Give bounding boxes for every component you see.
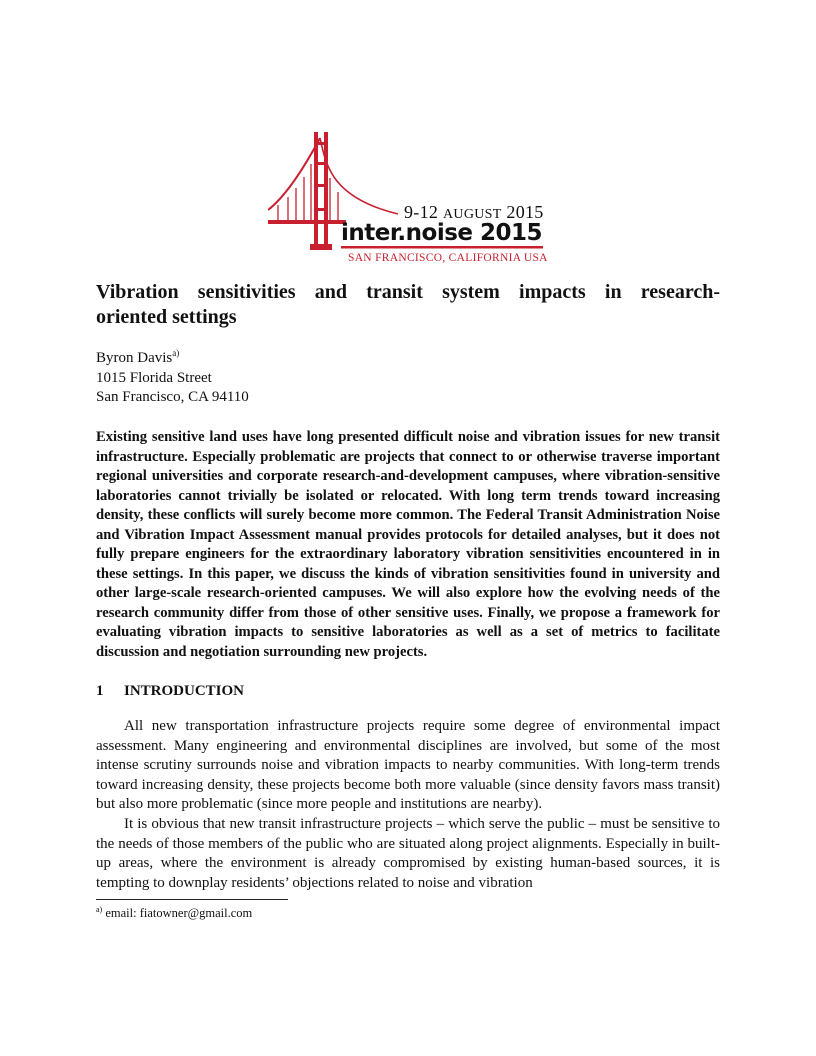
conference-date: 9-12 AUGUST 2015 — [404, 202, 544, 222]
footnote-rule — [96, 899, 288, 900]
section-number: 1 — [96, 683, 104, 699]
footnote-text: email: fiatowner@gmail.com — [102, 906, 253, 920]
paragraph: It is obvious that new transit infrastructure projects – which serve the public – must be sensitive to the needs of those members of the public who are situated along project alignments. Especially in built-up areas, where the environment is already compromised by existing human-based sources, it is tempting to downplay residents’ objections related to noise and vibration — [96, 815, 720, 891]
golden-gate-bridge-icon — [268, 128, 558, 268]
paper-title — [96, 280, 720, 330]
paper-title-line-1: Vibration sensitivities and transit system impacts in research- — [96, 281, 720, 303]
footnote — [96, 906, 252, 921]
author-footnote-mark: a) — [172, 348, 180, 358]
body-text — [96, 717, 720, 893]
paragraph: All new transportation infrastructure projects require some degree of environmental impact assessment. Many engineering and environmental disciplines are involved, but some of the most intense scrutiny surrounds noise and vibration impacts to nearby communities. With long-term trends toward increasing density, these projects become both more valuable (since density favors mass transit) but also more problematic (since more people and institutions are nearby). — [96, 718, 720, 813]
conference-location: SAN FRANCISCO, CALIFORNIA USA — [348, 252, 548, 264]
abstract: Existing sensitive land uses have long presented difficult noise and vibration issues for new transit infrastructure. Especially problematic are projects that connect to or otherwise traverse important regional universities and corporate research-and-development campuses, where vibration-sensitive laboratories cannot trivially be isolated or relocated. With long term trends toward increasing density, these conflicts will surely become more common. The Federal Transit Administration Noise and Vibration Impact Assessment manual provides protocols for detailed analyses, but it does not fully prepare engineers for the extraordinary laboratory vibration sensitivities encountered in in these settings. In this paper, we discuss the kinds of vibration sensitivities found in university and other large-scale research-oriented campuses. We will also explore how the evolving needs of the research community differ from those of other sensitive uses. Finally, we propose a framework for evaluating vibration impacts to sensitive laboratories as well as a set of metrics to facilitate discussion and negotiation surrounding new projects. — [96, 429, 720, 661]
section-title: INTRODUCTION — [124, 683, 245, 699]
section-heading — [96, 683, 244, 700]
author-address-line-1: 1015 Florida Street — [96, 369, 212, 386]
author-block — [96, 349, 249, 408]
conference-name: inter.noise 2015 — [341, 220, 543, 246]
conference-logo — [268, 128, 558, 268]
author-name: Byron Davis$^{a)}$ — [96, 348, 180, 366]
paper-title-line-2: oriented settings — [96, 306, 237, 328]
author-address-line-2: San Francisco, CA 94110 — [96, 389, 249, 405]
footnote-mark: a) — [96, 905, 103, 914]
